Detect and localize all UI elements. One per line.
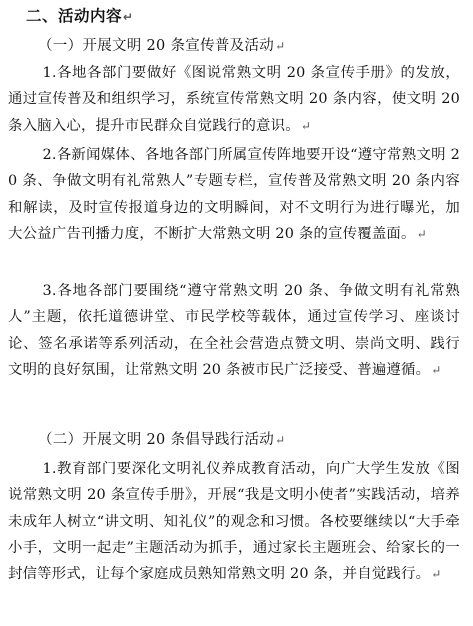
- paragraph-mark-icon: ↵: [300, 118, 312, 133]
- paragraph-mark-icon: ↵: [416, 226, 427, 241]
- paragraph-mark-icon: ↵: [431, 567, 442, 582]
- paragraph-2-1: [8, 456, 460, 587]
- section-heading: [26, 4, 134, 26]
- paragraph-1-2: [8, 142, 460, 247]
- paragraph-1-1-text: 1.各地各部门要做好《图说常熟文明 20 条宣传手册》的发放，通过宣传普及和组织学习，系统宣传常熟文明 20 条内容，使文明 20 条入脑入心，提升市民群众自觉践行的意识。: [8, 65, 460, 134]
- paragraph-mark-icon: ↵: [275, 433, 286, 447]
- subsection-title-1-text: （一）开展文明 20 条宣传普及活动: [38, 38, 275, 54]
- paragraph-mark-icon: ↵: [431, 362, 442, 377]
- subsection-title-1: [38, 34, 285, 55]
- section-heading-text: 二、活动内容: [26, 7, 123, 25]
- subsection-title-2-text: （二）开展文明 20 条倡导践行活动: [38, 432, 275, 448]
- paragraph-1-2-text: 2.各新闻媒体、各地各部门所属宣传阵地要开设“遵守常熟文明 20 条、争做文明有礼常熟人”专题专栏，宣传普及常熟文明 20 条内容和解读，及时宣传报道身边的文明瞬间，对不文明行为进行曝光，加大公益广告刊播力度，不断扩大常熟文明 20 条的宣传覆盖面。: [8, 147, 460, 242]
- paragraph-mark-icon: ↵: [275, 39, 286, 53]
- subsection-title-2: [38, 428, 285, 449]
- paragraph-2-1-text: 1.教育部门要深化文明礼仪养成教育活动，向广大学生发放《图说常熟文明 20 条宣传手册》，开展“我是文明小使者”实践活动，培养未成年人树立“讲文明、知礼仪”的观念和习惯。各校要继续以“大手牵小手，文明一起走”主题活动为抓手，通过家长主题班会、给家长的一封信等形式，让每个家庭成员熟知常熟文明 20 条，并自觉践行。: [8, 461, 460, 583]
- paragraph-mark-icon: ↵: [123, 10, 134, 24]
- paragraph-1-1: [8, 60, 460, 139]
- paragraph-1-3-text: 3.各地各部门要围绕“遵守常熟文明 20 条、争做文明有礼常熟人”主题，依托道德讲堂、市民学校等载体，通过宣传学习、座谈讨论、签名承诺等系列活动，在全社会营造点赞文明、崇尚文明、践行文明的良好氛围，让常熟文明 20 条被市民广泛接受、普遍遵循。: [8, 283, 460, 378]
- paragraph-1-3: [8, 278, 460, 383]
